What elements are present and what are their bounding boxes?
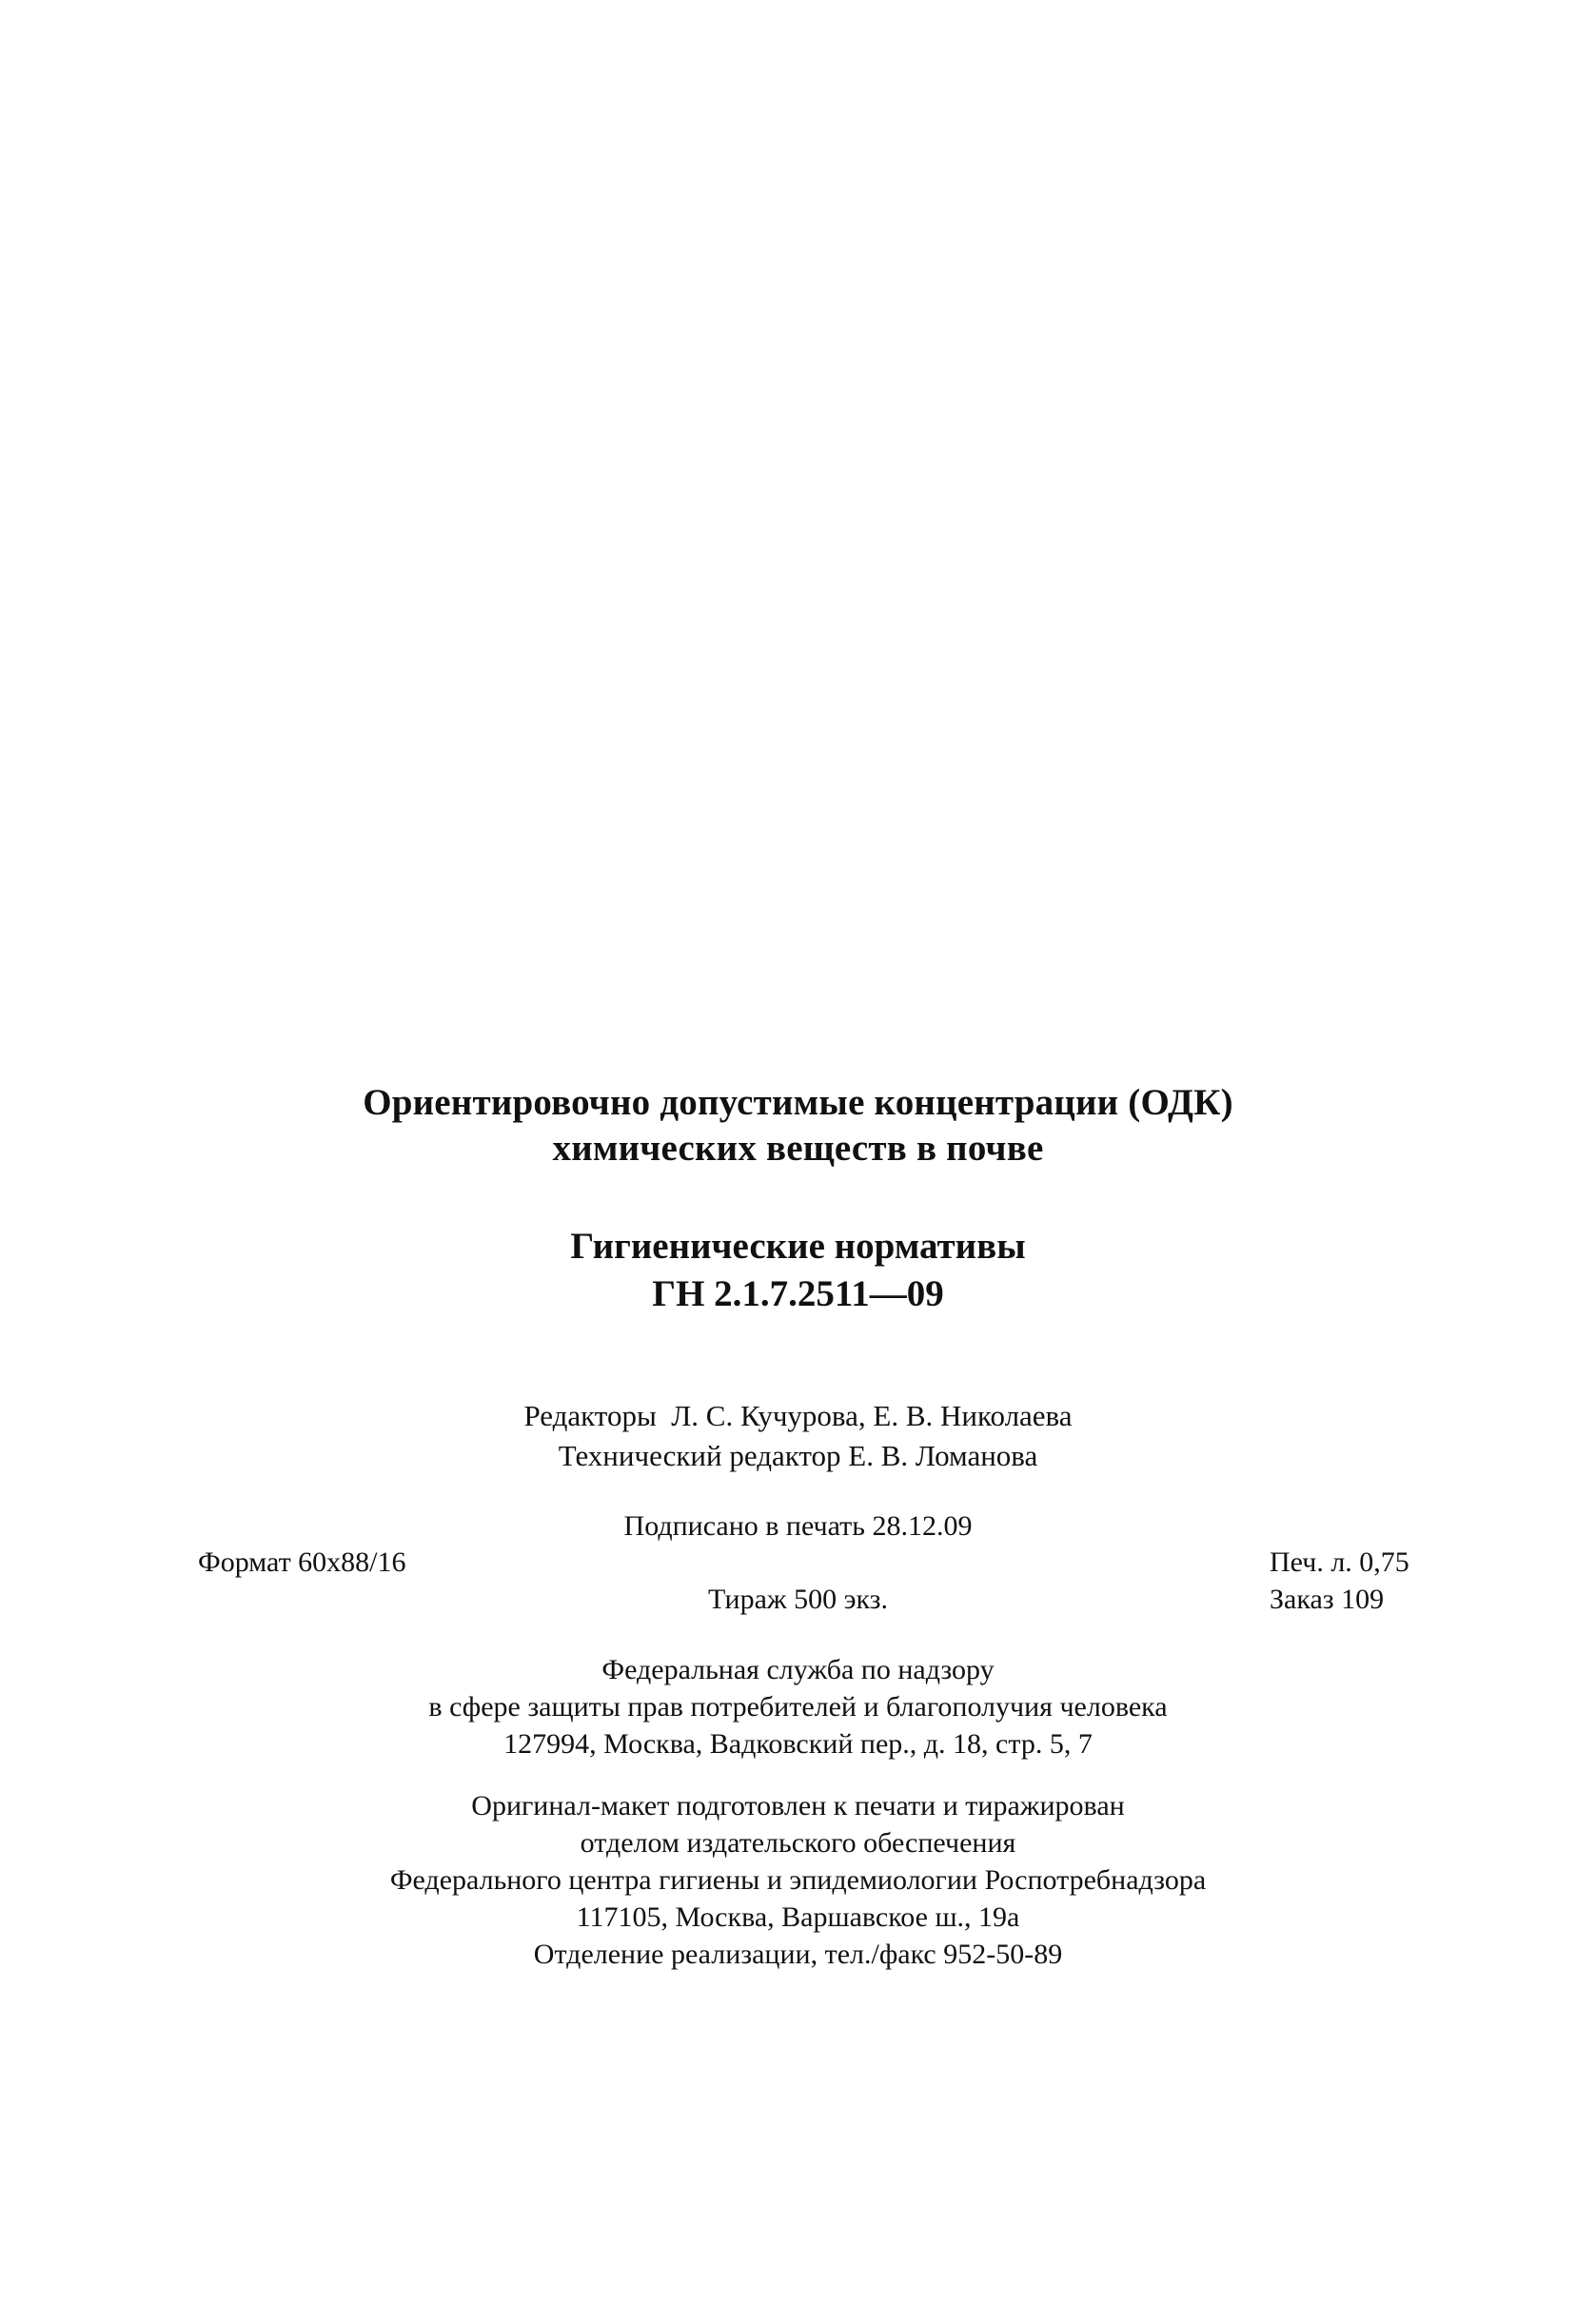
paper-format: Формат 60x88/16: [198, 1546, 406, 1578]
printed-sheets: Печ. л. 0,75: [1270, 1546, 1409, 1578]
norm-type: Гигиенические нормативы: [570, 1226, 1026, 1267]
order-number: Заказ 109: [1270, 1584, 1385, 1615]
sales-contact: Отделение реализации, тел./факс 952-50-89: [533, 1939, 1063, 1970]
maker-line-3: Федерального центра гигиены и эпидемиологии Роспотребнадзора: [389, 1864, 1207, 1896]
publisher-line-1: Федеральная служба по надзору: [601, 1654, 995, 1685]
publisher-address: 127994, Москва, Вадковский пер., д. 18, стр. 5, 7: [503, 1728, 1093, 1760]
print-run: Тираж 500 экз.: [707, 1584, 889, 1615]
publisher-line-2: в сфере защиты прав потребителей и благополучия человека: [428, 1691, 1168, 1723]
layout-maker-info: [0, 1787, 1596, 1973]
title-line-1: Ориентировочно допустимые концентрации (ОДК): [363, 1082, 1233, 1123]
document-title: [0, 1080, 1596, 1172]
title-line-2: химических веществ в почве: [552, 1128, 1044, 1169]
publisher-info: [0, 1651, 1596, 1762]
credits: [0, 1396, 1596, 1476]
signed-for-print: Подписано в печать 28.12.09: [623, 1510, 973, 1542]
norm-heading: [0, 1223, 1596, 1318]
maker-address: 117105, Москва, Варшавское ш., 19а: [576, 1901, 1020, 1933]
maker-line-1: Оригинал-макет подготовлен к печати и тиражирован: [471, 1790, 1125, 1822]
norm-code: ГН 2.1.7.2511—09: [652, 1273, 944, 1314]
editors-line: Редакторы Л. С. Кучурова, Е. В. Николаева: [523, 1399, 1073, 1432]
maker-line-2: отделом издательского обеспечения: [580, 1827, 1016, 1859]
tech-editor-line: Технический редактор Е. В. Ломанова: [558, 1439, 1038, 1472]
